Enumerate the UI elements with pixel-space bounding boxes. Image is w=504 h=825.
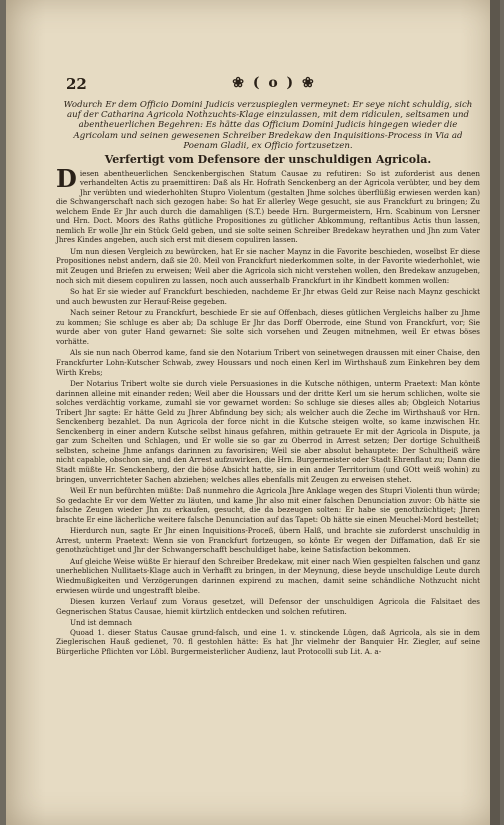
paragraph-1-text: iesen abentheuerlichen Senckenbergischen Statum Causae zu refutiren: So ist zuforderist aus denen verhandelten Actis zu praemittiren: Daß als Hr. Hofrath Senckenberg an der Agricola verübter, und bey dem Jhr verübten und wiederhohlten Stupro Violentum (gestalten Jhme solches überflüßig erwiesen werden kan) die Schwangerschaft nach sich gezogen habe: So hat Er allerley Wege gesucht, sie aus Franckfurt zu bringen; Zu welchem Ende Er Jhr auch durch die damahligen (S.T.) beede Hrn. Burgermeistern, Hrn. Scabinum von Lersner und Hrn. Doct. Moors des Raths gütliche Propositiones zu gütlicher Abkommung, reftantibus Actis thun lassen, nemlich Er wolle Jhr ein Stück Geld geben, und sie solte seinen Schreiber Bredekaw heyrathen und Jhn zum Vater Jhres Kindes angeben, auch sich erst mit diesem copuliren lassen. [56,168,480,245]
body-text [56,100,480,656]
paragraph-8: Hierdurch nun, sagte Er Jhr einen Inquisitions-Proceß, übern Halß, und brachte sie zuforderst unschuldig in Arrest, unterm Praetext: Wenn sie von Franckfurt fortzeugen, so könte Er wegen der Diffamation, daß Er sie genothzüchtiget und Jhr der Schwangerschafft beschuldiget habe, keine Satisfaction bekommen. [56,526,480,555]
paragraph-12: Quoad 1. dieser Status Causae grund-falsch, und eine 1. v. stinckende Lügen, daß Agricola, als sie in dem Zieglerischen Hauß gedienet, 70. fl gestohlen hätte: Es hat Jhr vielmehr der Banquier Hr. Ziegler, auf seine Bürgerliche Pflichten vor Löbl. Burgermeisterlicher Audienz, laut Protocolli sub Lit. A. a- [56,627,480,656]
next-page-edge [490,0,500,825]
paragraph-5: Als sie nun nach Oberrod kame, fand sie den Notarium Tribert von seinetwegen draussen mit einer Chaise, den Franckfurter Lohn-Kutscher Schwab, zwey Houssars und noch einen Kerl im Wirthshauß zum Einkehren bey dem Wirth Krebs; [56,348,480,377]
paragraph-4: Nach seiner Retour zu Franckfurt, beschiede Er sie auf Offenbach, dieses gütlichen Vergleichs halber zu Jhme zu kommen; Sie schluge es aber ab; Da schluge Er Jhr das Dorff Oberrode, eine Stund von Franckfurt, vor; Sie wurde aber von guter Hand gewarnet: Sie solte sich vorsehen und Zeugen mitnehmen, weil Er etwas böses vorhätte. [56,308,480,346]
paragraph-3: So hat Er sie wieder auf Franckfurt beschieden, nachdeme Er Jhr etwas Geld zur Reise nach Maynz geschickt und auch bewusten zur Herauf-Reise gegeben. [56,287,480,306]
paragraph-11: Und ist demnach [70,618,132,628]
ornamental-running-head: ❀ ( o ) ❀ [232,75,316,91]
page-header [66,75,482,97]
book-page [6,0,500,825]
heading-title: Verfertigt vom Defensore der unschuldigen Agricola. [104,153,432,167]
paragraph-2: Um nun diesen Vergleich zu bewürcken, hat Er sie nacher Maynz in die Favorite beschieden, woselbst Er diese Propositiones nebst andern, daß sie 20. Meil von Franckfurt niederkommen solte, in der Favorite wiederhohlet, wie mit Zeugen und Briefen zu erweisen; Weil aber die Agricola sich nicht verstehen wollen, den Bredekaw anzugeben, noch sich mit diesem copuliren zu lassen, noch auch ausserhalb Franckfurt in ihr Kindbett kommen wollen: [56,246,480,285]
paragraph-1 [56,163,480,245]
drop-initial: D [56,163,77,193]
paragraph-6: Der Notarius Tribert wolte sie durch viele Persuasiones in die Kutsche nöthigen, unterm Praetext: Man könte darinnen alleine mit einander reden; Weil aber die Houssars und der dritte Kerl um sie herum schlichen, wolte sie solches verdächtig vorkame, zumahl sie vor gewarnet worden: So schluge sie dieses alles ab; Obgleich Notarius Tribert Jhr sagte: Er hätte Geld zu Jhrer Abfindung bey sich; als welcher auch die Zeche im Wirthshauß vor Hrn. Senckenberg bezahlet. Da nun Agricola der force nicht in die Kutsche steigen wolte, so kame inzwischen Hr. Senckenberg in einer andern Kutsche selbst hinaus gefahren, mithin getrauete Er mit der Agricola in Dispute, ja gar zum Schelten und Schlagen, und Er wolle sie so gar zu Oberrod in Arrest setzen; Der dortige Schultheiß selbsten, scheine Jhme anfangs darinnen zu favorisiren; Weil sie aber absolut behauptete: Der Schultheiß wäre nicht capable, obschon sie, und den Arrest aufzuwirken, die Hrn. Burgermeister oder Stadt Ehrenflaut zu; Dann die Stadt müßte Hr. Senckenberg, der die böse Absicht hatte, sie in ein ander Territorium (und GOtt weiß wohin) zu bringen, unverrichteter Sachen abziehen; welches alles ebenfalls mit Zeugen zu erweisen stehet. [56,379,480,484]
paragraph-7: Weil Er nun befürchten müßte: Daß nunmehro die Agricola Jhre Anklage wegen des Stupri Violenti thun würde; So gedachte Er vor dem Wetter zu läuten, und kame Jhr also mit einer falschen Denunciation zuvor: Ob hätte sie falsche Zeugen wieder Jhn zu erkaufen, gesucht, die da bezeugen solten: Er habe sie genothzüchtiget; Jhren brachte Er eine lächerliche weitere falsche Denunciation auf das Tapet: Ob hätte sie einen Meuchel-Mord bestellet; [56,486,480,524]
page-number: 22 [66,75,87,93]
paragraph-9: Auf gleiche Weise wüßte Er hierauf den Schreiber Bredekaw, mit einer nach Wien gespielten falschen und ganz unerheblichen Nullitaets-Klage auch in Verhafft zu bringen, in der Meynung, diese beyde unschuldige Leute durch Wiedmußigkeiten und Verzögerungen darinnen expirend zu machen, damit seine schändliche Nothzucht nicht erwiesen würde und ungestrafft bleibe. [56,556,480,595]
section-heading [56,155,480,166]
intro-paragraph: Wodurch Er dem Officio Domini Judicis verzuspieglen vermeynet: Er seye nicht schuldig, sich auf der Catharina Agricola Nothzuchts-Klage einzulassen, mit dem ridiculen, seltsamen und abentheuerlichen Begehren: Es hätte das Officium Domini Judicis hingegen wieder die Agricolam und seinen gewesenen Schreiber Bredekaw den Inquisitions-Process in Via ad Poenam Gladii, ex Officio fortzusetzen. [63,100,473,151]
paragraph-10: Diesen kurzen Verlauf zum Voraus gesetzet, will Defensor der unschuldigen Agricola die Falsitaet des Gegnerischen Status Causae, hiemit kürtzlich entdecken und solchen refutiren. [56,597,480,616]
